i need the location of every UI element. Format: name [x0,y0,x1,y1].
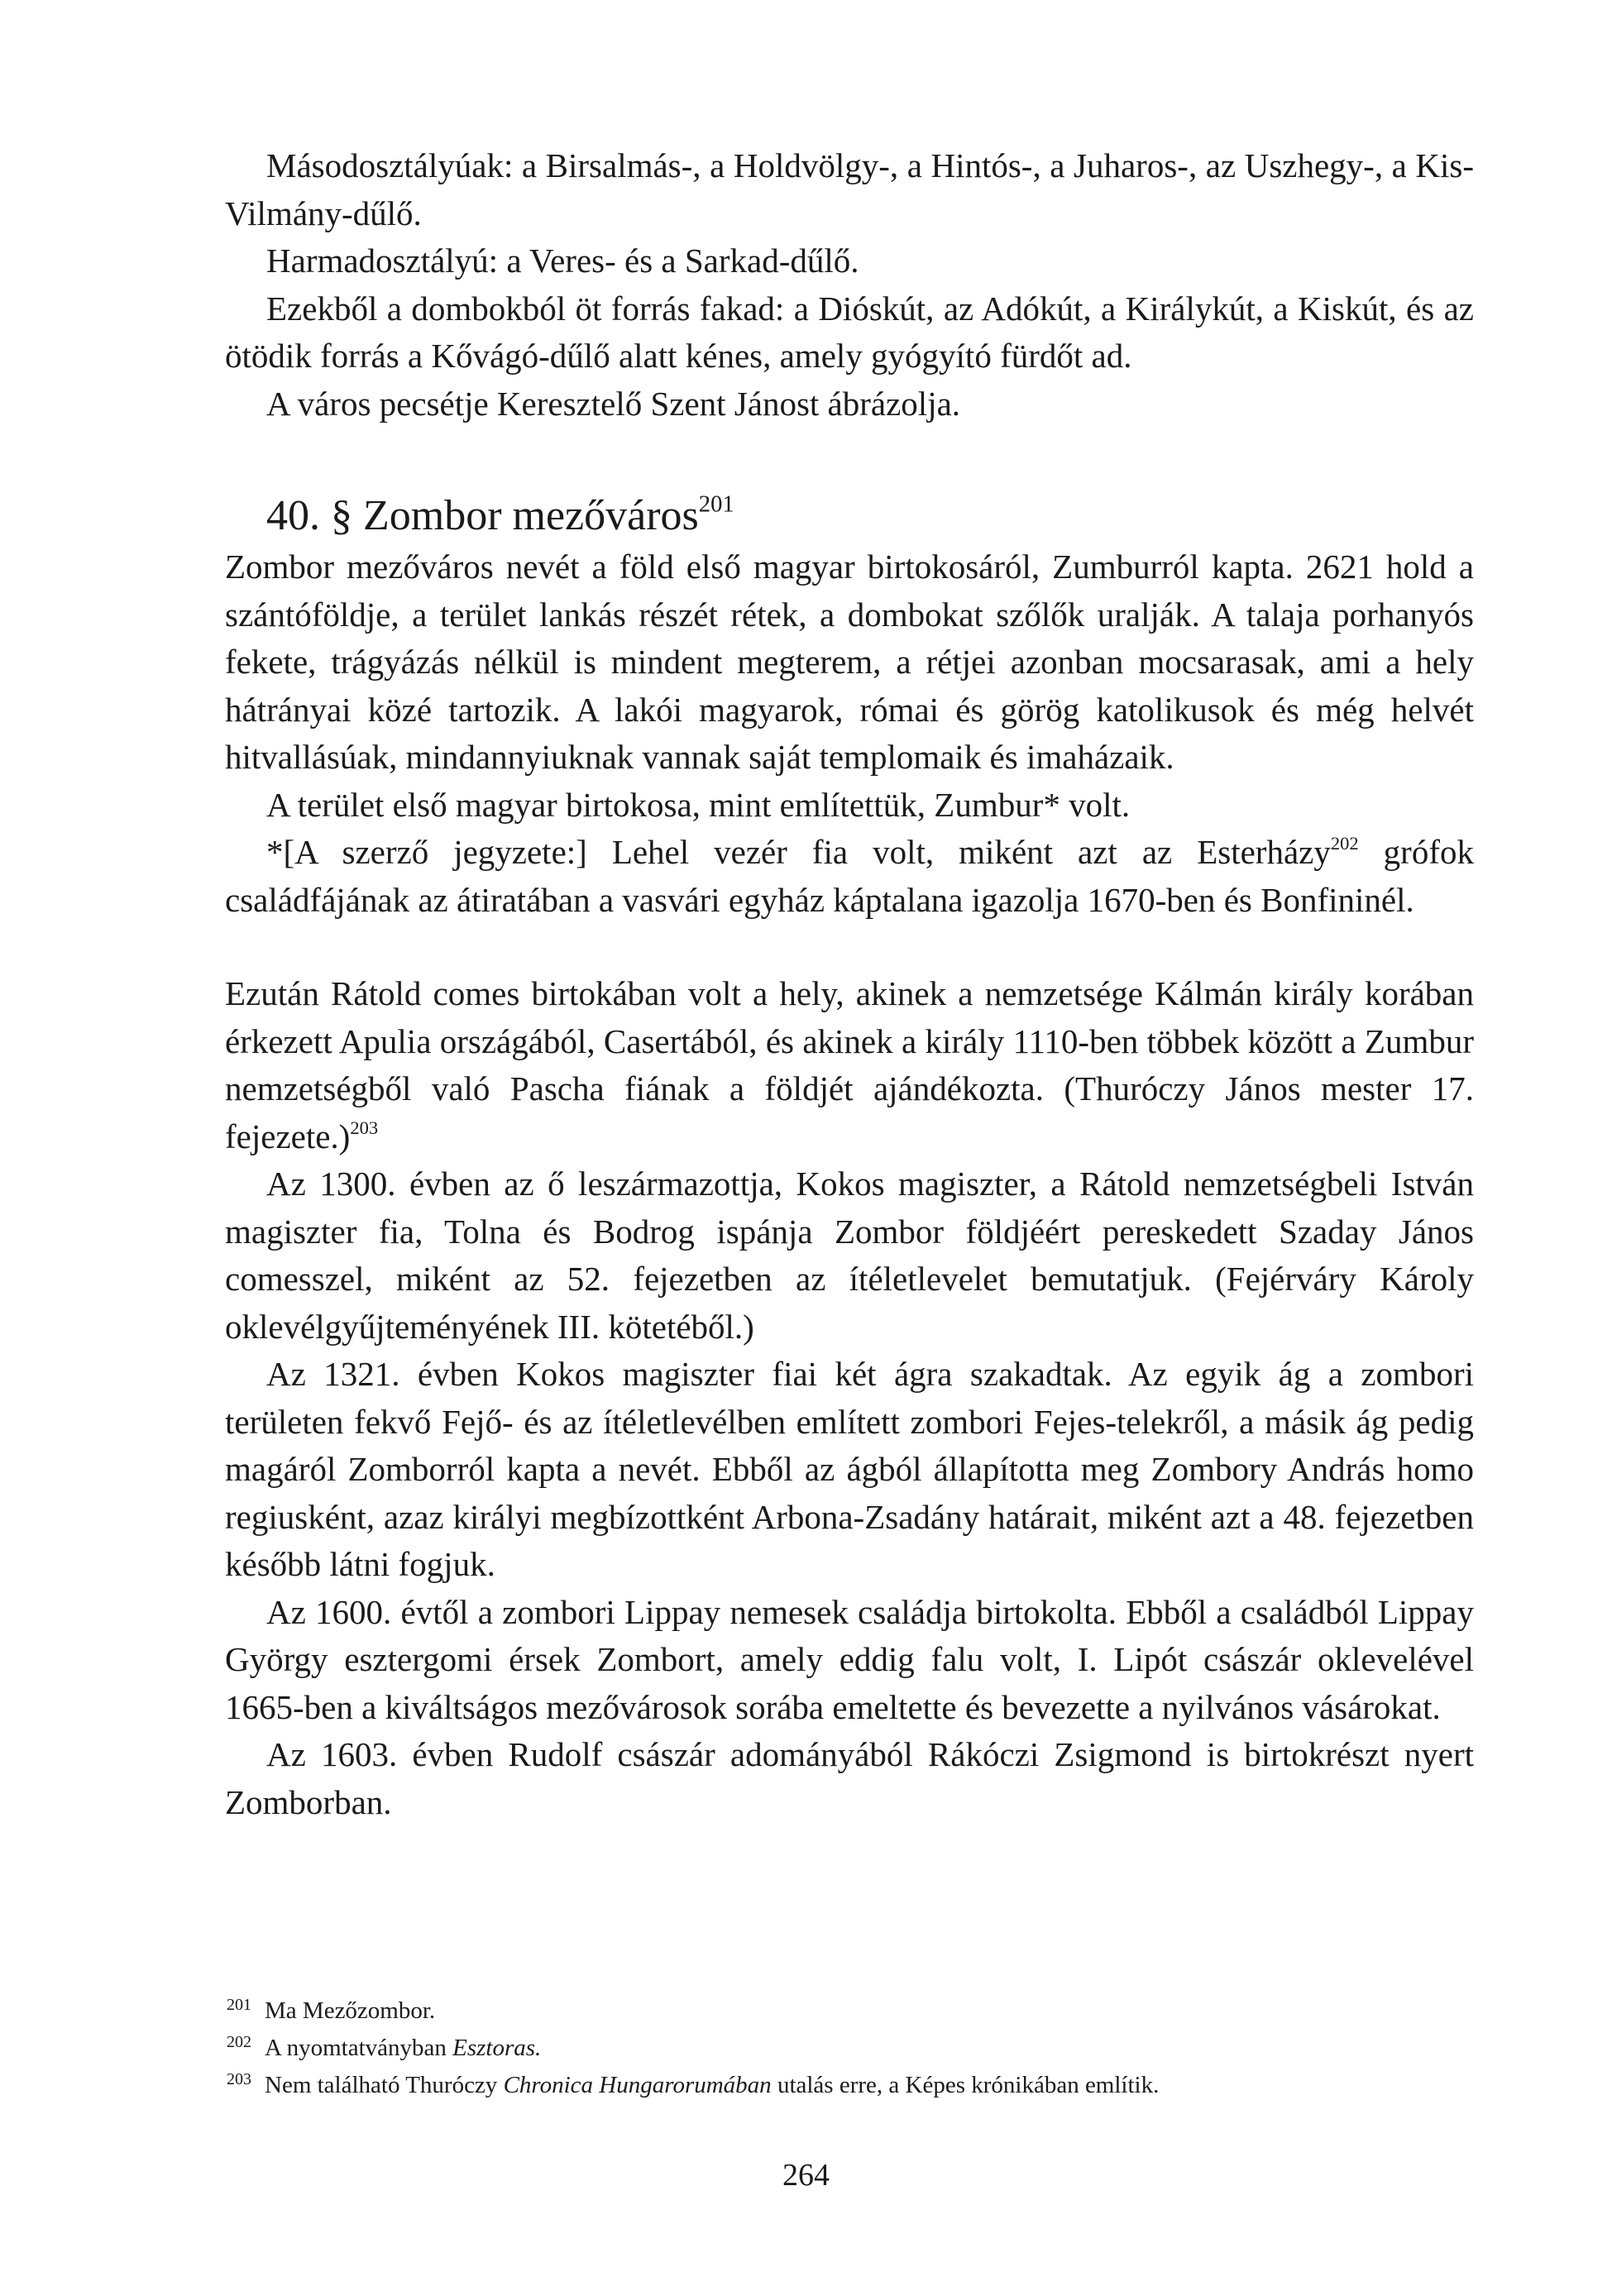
footnote-italic: Chronica Hungarorumában [503,2072,772,2098]
author-note-text: grófok családfájának az átiratában a vasvári egyház káptalana igazolja 1670-ben és Bonfininél. [225,833,1474,919]
footnote-italic: Esztoras. [452,2035,542,2061]
paragraph: Az 1321. évben Kokos magiszter fiai két ágra szakadtak. Az egyik ág a zombori területen fekvő Fejő- és az ítéletlevélben említett zombori Fejes-telekről, a másik ág pedig magáról Zomborról kapta a nevét. Ebből az ágból állapította meg Zombory András homo regiusként, azaz királyi megbízottként Arbona-Zsadány határait, miként azt a 48. fejezetben később látni fogjuk. [225,1355,1474,1583]
footnote-ref: 201 [698,491,734,518]
footnote-text: utalás erre, a Képes krónikában említik. [771,2072,1160,2098]
paragraph: Másodosztályúak: a Birsalmás-, a Holdvölgy-, a Hintós-, a Juharos-, az Uszhegy-, a Kis-Vilmány-dűlő. [225,146,1474,232]
footnote [225,2064,1474,2101]
paragraph: Az 1600. évtől a zombori Lippay nemesek családja birtokolta. Ebből a családból Lippay György esztergomi érsek Zombort, amely eddig falu volt, I. Lipót császár oklevelével 1665-ben a kiváltságos mezővárosok sorába emeltette és bevezette a nyilvános vásárokat. [225,1592,1474,1726]
author-note [225,829,1474,924]
section-title: 40. § Zombor mezőváros [266,492,699,539]
footnote-ref: 202 [1330,833,1359,854]
paragraph: A terület első magyar birtokosa, mint említettük, Zumbur* volt. [266,785,1131,824]
footnote-number: 202 [227,2033,251,2051]
paragraph: A város pecsétje Keresztelő Szent Jánost ábrázolja. [266,384,961,423]
paragraph [225,970,1474,1160]
footnote-number: 203 [227,2070,251,2088]
page-body [225,142,1474,1826]
footnote-ref: 203 [350,1117,379,1138]
footnote [225,2026,1474,2064]
section-heading [266,490,1474,542]
footnotes [225,1989,1474,2101]
footnote-number: 201 [227,1996,251,2014]
paragraph: Az 1603. évben Rudolf császár adományából Rákóczi Zsigmond is birtokrészt nyert Zomborban. [225,1735,1474,1821]
paragraph: Az 1300. évben az ő leszármazottja, Kokos magiszter, a Rátold nemzetségbeli István magiszter fia, Tolna és Bodrog ispánja Zombor földjéért pereskedett Szaday János comesszel, miként az 52. fejezetben az ítéletlevelet bemutatjuk. (Fejérváry Károly oklevélgyűjteményének III. kötetéből.) [225,1165,1474,1346]
footnote-text: Nem található Thuróczy [265,2072,504,2098]
paragraph-text: Ezután Rátold comes birtokában volt a hely, akinek a nemzetsége Kálmán király korában érkezett Apulia országából, Casertából, és akinek a király 1110-ben többek között a Zumbur nemzetségből való Pascha fiának a földjét ajándékozta. (Thuróczy János mester 17. fejezete.) [225,974,1474,1155]
paragraph: Zombor mezőváros nevét a föld első magyar birtokosáról, Zumburról kapta. 2621 hold a szántóföldje, a terület lankás részét rétek, a dombokat szőlők uralják. A talaja porhanyós fekete, trágyázás nélkül is mindent megterem, a rétjei azonban mocsarasak, ami a hely hátrányai közé tartozik. A lakói magyarok, római és görög katolikusok és még helvét hitvallásúak, mindannyiuknak vannak saját templomaik és imaházaik. [225,548,1474,776]
page-number: 264 [782,2158,830,2193]
footnote [225,1989,1474,2026]
footnote-text: Ma Mezőzombor. [265,1997,436,2024]
paragraph: Ezekből a dombokból öt forrás fakad: a Dióskút, az Adókút, a Királykút, a Kiskút, és az ötödik forrás a Kővágó-dűlő alatt kénes, amely gyógyító fürdőt ad. [225,289,1474,375]
paragraph: Harmadosztályú: a Veres- és a Sarkad-dűlő. [266,242,859,280]
author-note-text: *[A szerző jegyzete:] Lehel vezér fia volt, miként azt az Esterházy [266,833,1331,871]
footnote-text: A nyomtatványban [265,2035,453,2061]
